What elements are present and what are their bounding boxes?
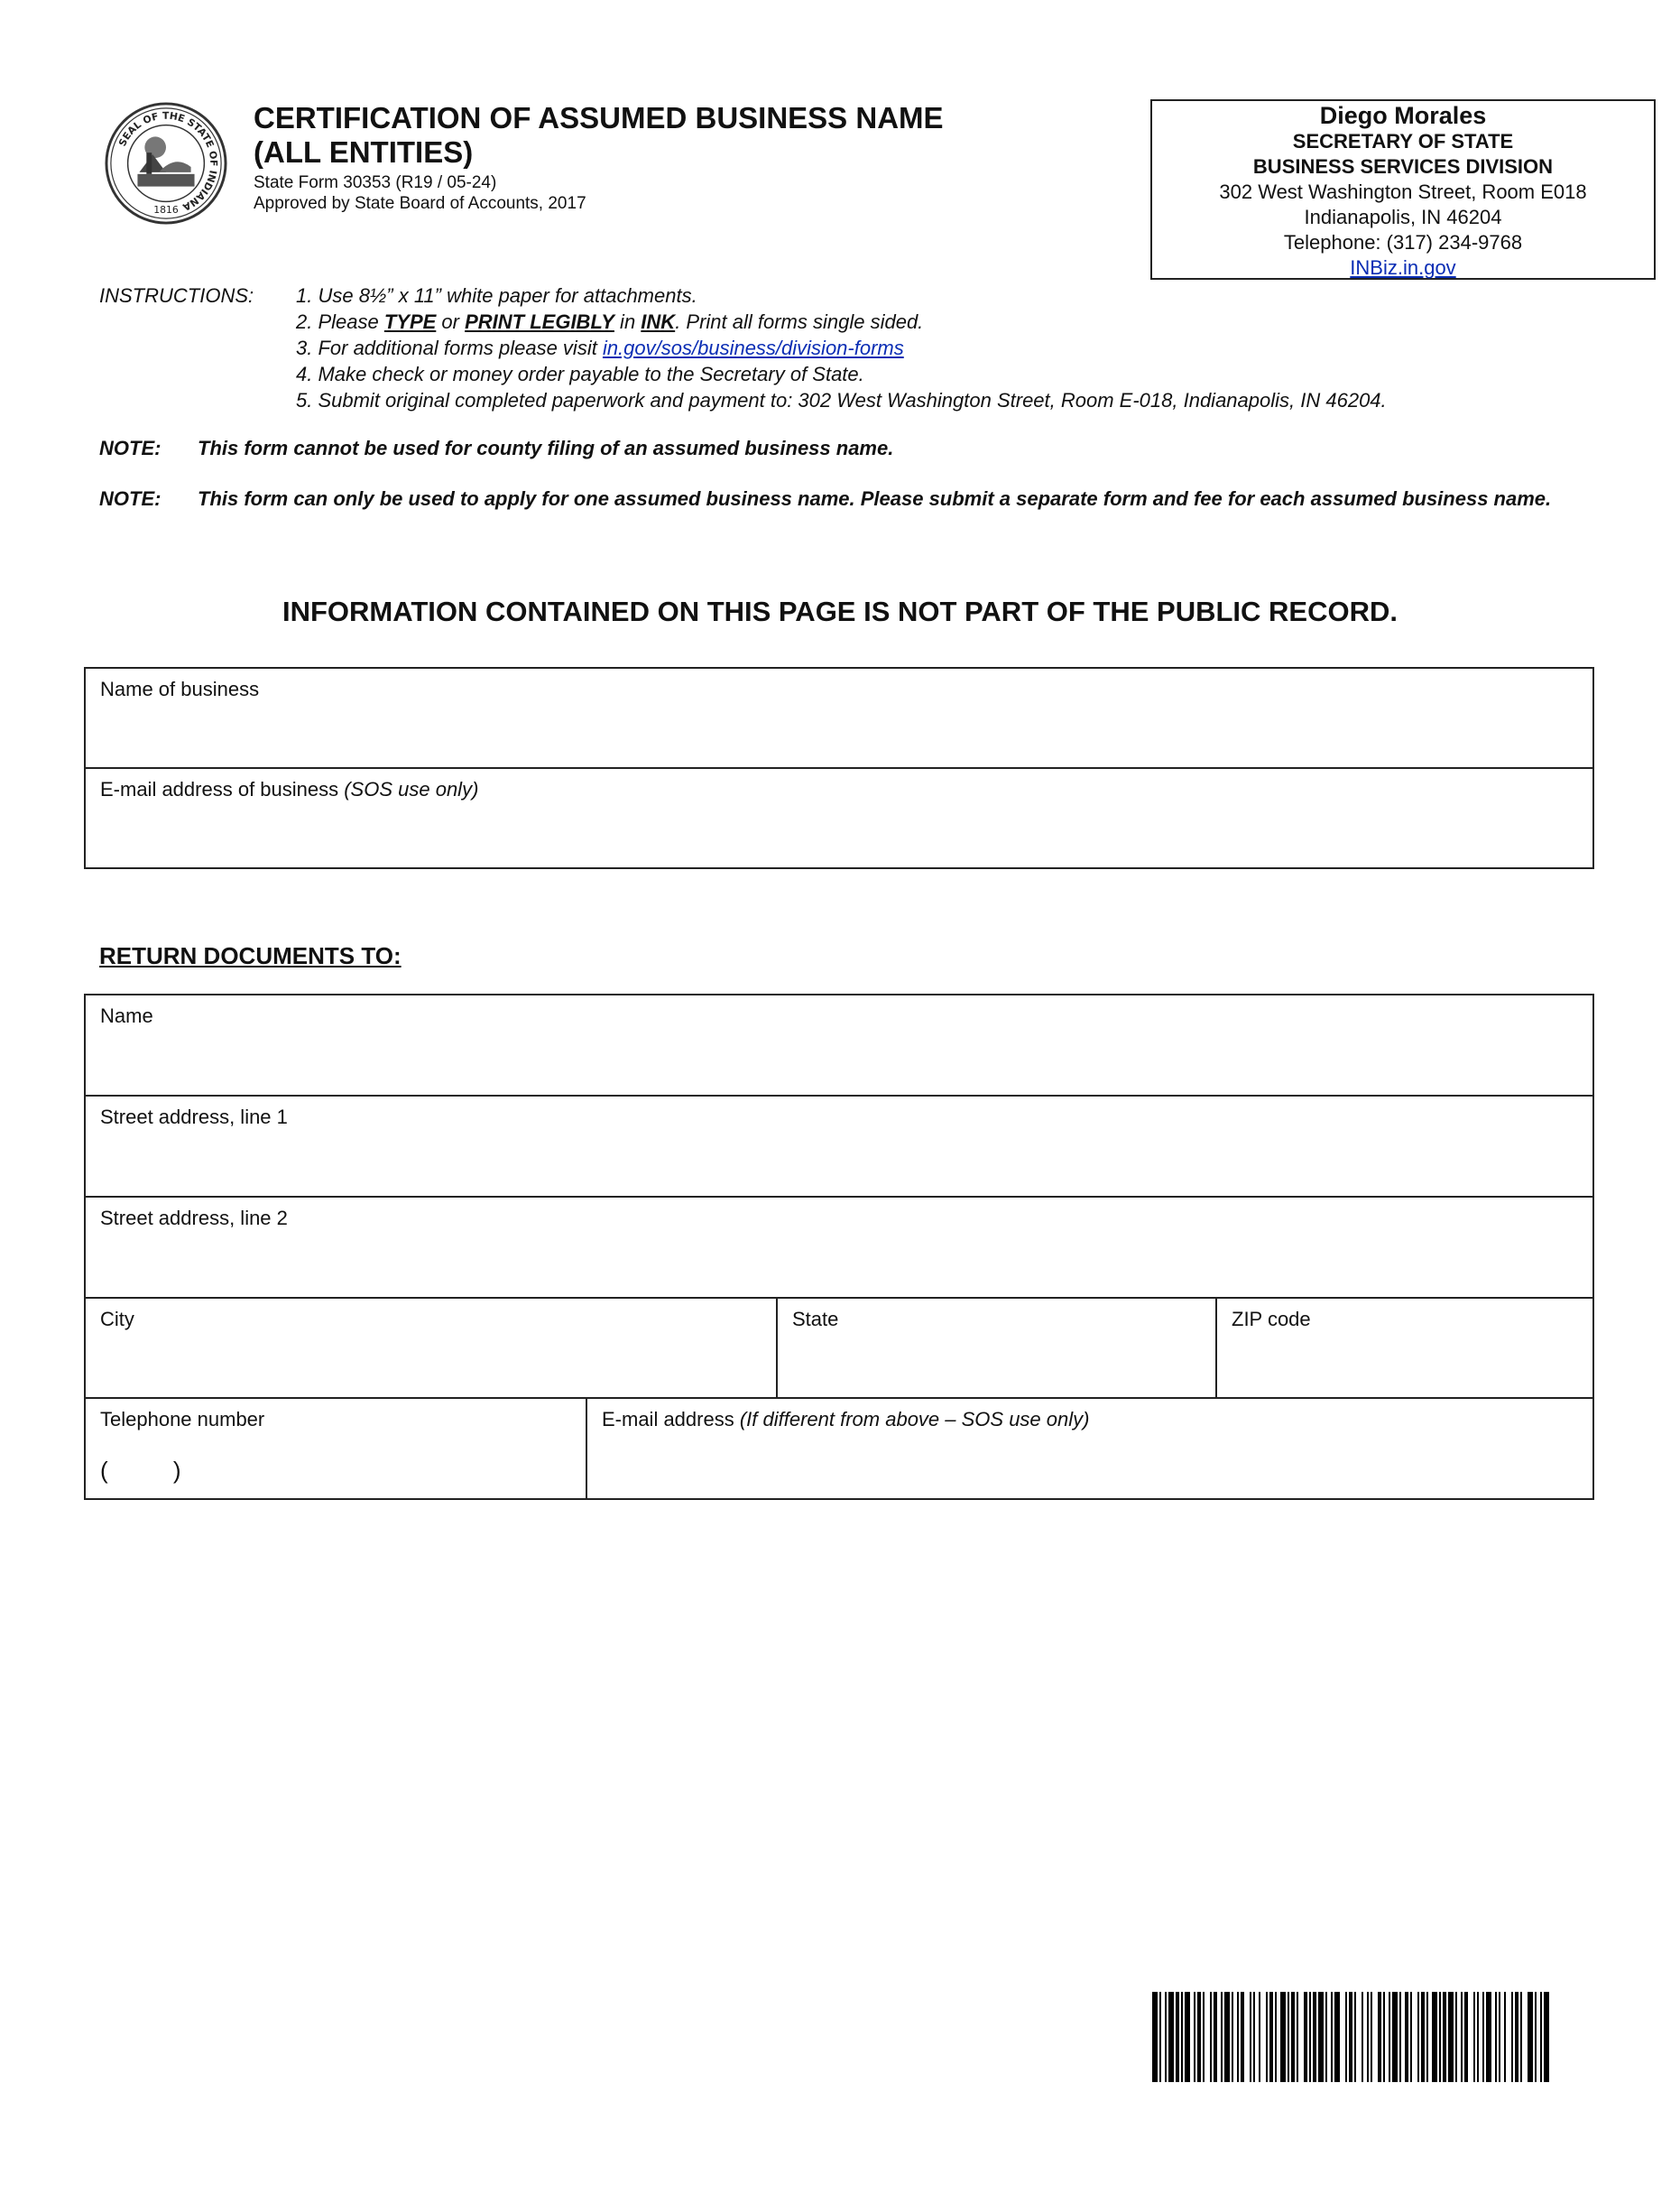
- instructions-label: INSTRUCTIONS:: [99, 284, 254, 307]
- office-city: Indianapolis, IN 46204: [1304, 206, 1502, 228]
- svg-text:1816: 1816: [153, 204, 179, 217]
- return-name-field[interactable]: [84, 994, 1594, 1097]
- instruction-item: 3. For additional forms please visit in.gov/sos/business/division-forms: [296, 337, 904, 359]
- instruction-item: 1. Use 8½” x 11” white paper for attachments.: [296, 284, 697, 307]
- zip-code-field[interactable]: [1215, 1297, 1594, 1399]
- division-name: BUSINESS SERVICES DIVISION: [1252, 155, 1554, 178]
- secretary-name: Diego Morales: [1319, 102, 1487, 129]
- return-email-label: E-mail address (If different from above – SOS use only): [602, 1408, 1090, 1430]
- state-label: State: [792, 1308, 839, 1330]
- form-title-line2: (ALL ENTITIES): [254, 135, 474, 169]
- telephone-label: Telephone number: [100, 1408, 265, 1430]
- street-address-line2-label: Street address, line 2: [100, 1207, 288, 1229]
- return-email-field[interactable]: [586, 1397, 1594, 1500]
- business-email-label: E-mail address of business (SOS use only): [100, 778, 479, 801]
- city-field[interactable]: [84, 1297, 778, 1399]
- secretary-of-state-box: [1150, 99, 1656, 280]
- form-title-line1: CERTIFICATION OF ASSUMED BUSINESS NAME: [254, 101, 944, 134]
- state-form-number: State Form 30353 (R19 / 05-24): [254, 173, 497, 192]
- secretary-office: SECRETARY OF STATE: [1292, 130, 1514, 153]
- approval-note: Approved by State Board of Accounts, 2017: [254, 194, 586, 213]
- note-label: NOTE:: [99, 437, 162, 459]
- telephone-field[interactable]: [84, 1397, 587, 1500]
- office-street: 302 West Washington Street, Room E018: [1219, 181, 1587, 203]
- svg-text:SEAL OF THE STATE OF INDIANA: SEAL OF THE STATE OF INDIANA: [116, 109, 220, 214]
- form-title: [254, 101, 944, 170]
- instruction-item: 5. Submit original completed paperwork and payment to: 302 West Washington Street, Room E-018, Indianapolis, IN 46204.: [296, 389, 1387, 412]
- office-phone: Telephone: (317) 234-9768: [1283, 231, 1523, 254]
- city-label: City: [100, 1308, 134, 1330]
- inbiz-link[interactable]: INBiz.in.gov: [1350, 256, 1456, 279]
- state-seal-icon: [104, 101, 228, 226]
- zip-code-label: ZIP code: [1232, 1308, 1311, 1330]
- return-documents-heading: RETURN DOCUMENTS TO:: [99, 942, 402, 969]
- street-address-line1-field[interactable]: [84, 1095, 1594, 1198]
- street-address-line2-field[interactable]: [84, 1196, 1594, 1299]
- area-code-parentheses: ( ): [100, 1457, 181, 1484]
- business-email-field[interactable]: [84, 767, 1594, 869]
- business-name-label: Name of business: [100, 678, 260, 700]
- note-label: NOTE:: [99, 487, 162, 510]
- barcode-icon: [1152, 1992, 1549, 2082]
- note-one-name: This form can only be used to apply for one assumed business name. Please submit a separate form and fee for each assumed business name.: [198, 487, 1552, 510]
- return-name-label: Name: [100, 1004, 153, 1027]
- instructions-list: [296, 282, 1387, 413]
- state-field[interactable]: [776, 1297, 1217, 1399]
- street-address-line1-label: Street address, line 1: [100, 1106, 288, 1128]
- public-record-notice: INFORMATION CONTAINED ON THIS PAGE IS NOT PART OF THE PUBLIC RECORD.: [282, 596, 1398, 627]
- note-county-filing: This form cannot be used for county filing of an assumed business name.: [198, 437, 894, 459]
- instruction-item: 2. Please TYPE or PRINT LEGIBLY in INK. Print all forms single sided.: [296, 310, 924, 333]
- form-meta: [254, 172, 586, 214]
- division-forms-link[interactable]: in.gov/sos/business/division-forms: [602, 337, 904, 359]
- business-name-field[interactable]: [84, 667, 1594, 769]
- instruction-item: 4. Make check or money order payable to the Secretary of State.: [296, 363, 864, 385]
